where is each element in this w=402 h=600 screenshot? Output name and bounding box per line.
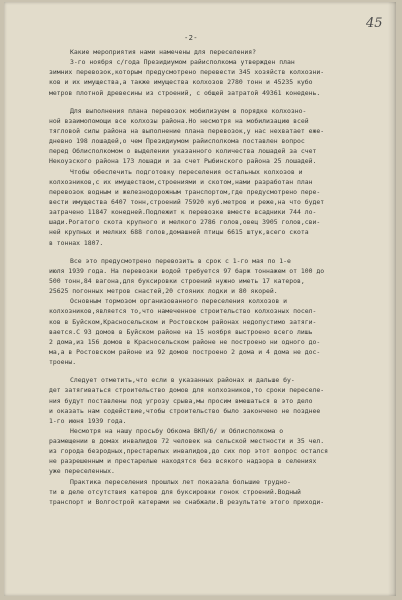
text-line: колхозников,с их имуществом,строениями и скотом,нами разработан план (49, 177, 313, 186)
text-line: дневно 198 лошадей,о чем Президиумом райисполкома поставлен вопрос (49, 137, 305, 146)
text-line: Основным тормозом организованного переселения колхозов и (70, 297, 288, 306)
text-line: 25625 погонных метров снастей,20 стояних лодки и 80 якорей. (49, 287, 278, 296)
paragraph-gap (4, 367, 396, 375)
text-line: Все это предусмотрено перевозить в срок с 1-го мая по 1-е (70, 256, 291, 265)
text-line: ти в деле отсутствия катеров для буксировки гонок строений.Водный (49, 487, 301, 496)
text-line: Следует отметить,что если в указанных районах и дальше бу- (70, 376, 295, 385)
text-line: вести имущества 6407 тонн,строений 75920 куб.метров и реже,на что будет (49, 197, 325, 206)
text-line: вается.С 93 домов в Буйском районе на 15 ноября выстроено всего лишь (49, 327, 313, 336)
text-line: не разрешенным и престарелые находятся без всякого надзора в селениях (49, 457, 317, 466)
text-line: транспорт и Волгострой катерами не снабжали.В результате этого приходи- (49, 497, 325, 506)
text-line: Некоузского района 173 лошади и за счет Рыбинского района 25 лошадей. (49, 157, 317, 166)
text-line: тягловой силы района на выполнение плана перевозок,у нас нехватает еже- (49, 126, 325, 135)
text-line: Какие мероприятия нами намечены для переселения? (70, 48, 257, 56)
text-line: зимних перевозок,которым предусмотрено перевести 345 хозяйств колхозни- (49, 68, 325, 77)
text-line: 2 дома,из 156 домов в Красносельском районе не построено ни одного до- (49, 337, 321, 346)
text-line: перед Облисполкомом о выделении указанного количества лошадей за счет (49, 147, 317, 156)
page-number: -2- (184, 33, 198, 42)
document-page (4, 2, 396, 596)
archive-number: 45 (366, 16, 383, 31)
text-line: перевозок водным и железнодорожным транспортом,где предусмотрено пере- (49, 187, 321, 196)
text-line: метров плотной древесины из строений, с общей затратой 49361 конедень. (49, 88, 321, 97)
text-line: 1-го июня 1939 года. (49, 416, 127, 425)
text-line: затрачено 11847 конедней.Подлежит к перевозке вместе всадники 744 ло- (49, 208, 317, 217)
paragraph-gap (4, 98, 396, 106)
text-line: в тоннах 1807. (49, 238, 104, 247)
text-line: и оказать нам содействие,чтобы строительство было закончено не позднее (49, 406, 321, 415)
text-line: из города безродных,престарелых инвалидов,до сих пор этот вопрос остался (49, 447, 329, 456)
document-body (4, 47, 396, 507)
text-line: троены. (49, 358, 77, 367)
text-line: ней крупных и мелких 688 голов,домашней птицы 6615 штук,всего скота (49, 228, 309, 237)
text-line: дет затягиваться строительство домов для колхозников,то сроки переселе- (49, 386, 325, 395)
text-line: ков и их имущества,а также имущества колхозов 2780 тонн и 45235 кубо (49, 78, 313, 87)
text-line: Несмотря на нашу просьбу Обкома ВКП/б/ и Облисполкома о (70, 426, 284, 435)
text-line: 500 тонн,84 вагона,для буксировки строений нужно иметь 17 катеров, (49, 276, 305, 285)
text-line: размещении в домах инвалидов 72 человек на сельской местности и 35 чел. (49, 437, 325, 446)
text-line: колхозников,является то,что намеченное строительство колхозных посел- (49, 307, 317, 316)
text-line: 3-го ноября с/года Президиумом райисполкома утвержден план (70, 58, 295, 67)
text-line: ной взаимопомощи все колхозы района.Но несмотря на мобилизацию всей (49, 116, 309, 125)
text-line: ния будут поставлены под угрозу срыва,мы просим вмешаться в это дело (49, 396, 313, 405)
text-line: ков в Буйском,Красносельском и Ростовском районах недопустимо затяги- (49, 317, 317, 326)
page-edge-shadow (388, 2, 396, 596)
text-line: ма,а в Ростовском районе из 92 домов построено 2 дома и 4 дома не дос- (49, 347, 321, 356)
text-line: уже переселенных. (49, 467, 115, 476)
text-line: шади.Рогатого скота крупного и мелкого 2786 голов,овец 3905 голов,сви- (49, 218, 321, 227)
text-line: Для выполнения плана перевозок мобилизуем в порядке колхозно- (70, 106, 307, 115)
text-line: июля 1939 года. На перевозки водой требуется 97 барж тоннажем от 100 до (49, 266, 325, 275)
text-line: Практика переселения прошлых лет показала большие трудно- (70, 477, 291, 486)
paragraph-gap (4, 248, 396, 256)
text-line: Чтобы обеспечить подготовку переселения остальных колхозов и (70, 167, 303, 176)
